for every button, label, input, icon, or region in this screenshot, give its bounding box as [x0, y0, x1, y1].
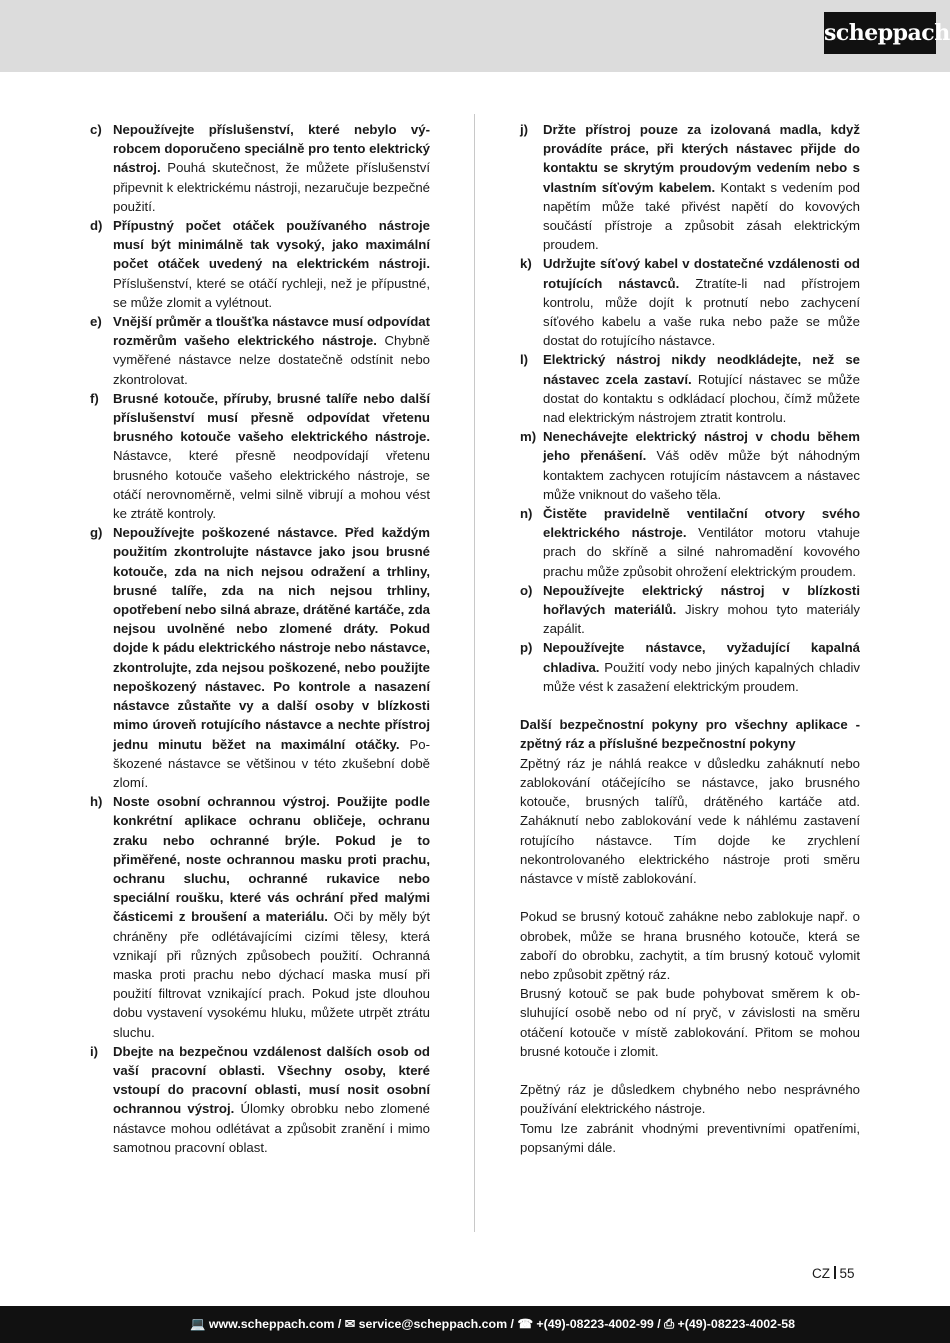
item-text: Kontakt s vedením pod napětím může také přivést napětí do kovových součástí přístroje a způsobit zásah elektrickým proudem.	[543, 179, 861, 253]
item-text: Váš oděv může být náhodným kontaktem zachycen rotujícím nástavcem a nástavec může vniknout do vašeho těla.	[543, 448, 860, 502]
item-bold-text: Nepoužívejte elektrický nástroj v blízkosti hořlavých materiálů.	[543, 582, 860, 618]
left-column	[90, 120, 430, 1157]
item-bold-text: Vnější průměr a tloušťka nástavce musí odpovídat rozměrům vašeho elektrického nástroje.	[113, 314, 430, 349]
item-marker: j)	[520, 122, 529, 137]
list-item	[520, 254, 860, 350]
phone-icon: ☎	[517, 1317, 533, 1331]
item-marker: d)	[90, 218, 103, 234]
item-marker: p)	[520, 640, 533, 656]
footer-band: 💻 www.scheppach.com / ✉ service@scheppach.com / ☎ +(49)-08223-4002-99 / ⎙ +(49)-08223-4002-58	[0, 1306, 950, 1343]
right-column	[520, 120, 860, 1157]
list-item	[520, 120, 860, 254]
item-text: Jiskry mohou tyto materiály zapálit.	[543, 602, 860, 637]
item-marker: c)	[90, 122, 102, 137]
item-text: Pouhá skutečnost, že můžete příslušenství připevnit k elektrickému nástroji, nezaručuje bezpečné použití.	[113, 160, 430, 214]
paragraph: Zpětný ráz je náhlá reakce v důsledku zaháknutí nebo zablokování otáčejícího se nástavce, jako brusného kotouče, brusných talířů, drátěného kartáče atd. Zaháknutí nebo zablokování vede k náhlému zastavení rotujícího nástavce. Tím dojde ke zrychlení nekontrolovaného elektrického nástroje proti směru nástavce v místě zablokování.	[520, 755, 860, 886]
footer-fax: +(49)-08223-4002-58	[677, 1317, 795, 1331]
item-bold-text: Nepoužívejte nástavce, vyžadující kapalná chladiva.	[543, 640, 860, 675]
footer-website[interactable]: www.scheppach.com	[208, 1317, 335, 1331]
list-item	[90, 389, 430, 523]
list-item	[520, 350, 860, 427]
item-text: Použití vody nebo jiných kapalných chladiv může vést k zasažení elektrickým proudem.	[543, 659, 860, 694]
item-bold-text: Nepoužívejte příslušenství, které nebylo výrobcem doporučeno speciálně pro tento elektrický nástroj.	[113, 122, 430, 176]
list-item	[90, 1042, 430, 1157]
item-marker: e)	[90, 314, 102, 330]
paragraph: Tomu lze zabránit vhodnými preventivními opatřeními, popsanými dále.	[520, 1120, 860, 1155]
item-text: Poškozené nástavce se většinou v této zkušební době zlomí.	[113, 736, 430, 790]
item-text: Ventilátor motoru vtahuje prach do skříně a silné nahromadění kovového prachu může způsobit ohrožení elektrickým proudem.	[543, 525, 860, 579]
list-item	[520, 427, 860, 504]
item-marker: k)	[520, 256, 532, 272]
column-divider	[474, 114, 475, 1232]
item-text: Nástavce, které přesně neodpovídají vřetenu brusného kotouče vašeho elektrického nástroje, se otáčí nerovnoměrně, velmi silně vibrují a mohou vést ke ztrátě kontroly.	[113, 448, 430, 522]
item-bold-text: Čistěte pravidelně ventilační otvory svého elektrického nástroje.	[543, 506, 860, 541]
item-bold-text: Noste osobní ochrannou výstroj. Použijte podle konkrétní aplikace ochranu obličeje, ochranu zraku nebo ochranné brýle. Pokud je to přiměřené, noste ochrannou masku proti prachu, ochranu sluchu, ochranné rukavice nebo speciální roušku, které vás ochrání před malými částicemi z broušení a materiálu.	[113, 794, 430, 925]
item-marker: o)	[520, 582, 533, 598]
mail-icon: ✉	[344, 1317, 356, 1331]
item-text: Rotující nástavec se může dostat do kontaktu s odkládací plochou, čímž můžete nad elektrickým nástrojem ztratit kontrolu.	[543, 371, 860, 426]
item-marker: h)	[90, 794, 103, 810]
list-item	[90, 216, 430, 312]
item-marker: m)	[520, 429, 537, 445]
list-item	[520, 638, 860, 696]
item-bold-text: Nepoužívejte poškozené nástavce. Před každým použitím zkontrolujte nástavce jako jsou brusné kotouče, zda na nich nejsou odražení a trhliny, brusné talíře, zda na nich nejsou trhliny, opotřebení nebo silná abraze, drátěné kartáče, zda nejsou uvolněné nebo zlomené dráty. Pokud dojde k pádu elektrického nástroje nebo nástavce, zkontrolujte, zda nejsou poškozené, nebo použijte nepoškozený nástavec. Po kontrole a nasazení nástavce zůstaňte vy a další osoby v blízkosti mimo úroveň rotujícího nástavce a nechte přístroj jednu minutu běžet na maximální otáčky.	[113, 525, 430, 752]
item-marker: g)	[90, 525, 103, 541]
item-marker: i)	[90, 1043, 99, 1059]
item-marker: l)	[520, 352, 529, 368]
item-bold-text: Brusné kotouče, příruby, brusné talíře nebo další příslušenství musí přesně odpovídat vřetenu brusného kotouče vašeho elektrického nástroje.	[113, 390, 430, 445]
item-marker: f)	[90, 390, 99, 406]
item-text: Chybně vyměřené nástavce nelze dostatečně odstínit nebo zkontrolovat.	[113, 333, 430, 387]
item-bold-text: Nenechávejte elektrický nástroj v chodu během jeho přenášení.	[543, 429, 860, 464]
item-marker: n)	[520, 506, 533, 522]
item-bold-text: Dbejte na bezpečnou vzdálenost dalších osob od vaší pracovní oblasti. Všechny osoby, které vstoupí do pracovní oblasti, musí nosit osobní ochrannou výstroj.	[113, 1043, 430, 1117]
page-number	[812, 1266, 855, 1281]
scheppach-logo: scheppach	[824, 12, 936, 54]
paragraph: Pokud se brusný kotouč zahákne nebo zablokuje např. o obrobek, může se hrana brusného kotouče, která se zaboří do obrobku, zachytit, a tím brusný kotouč vylomit nebo způsobit zpětný ráz.	[520, 909, 860, 982]
paragraph: Brusný kotouč se pak bude pohybovat směrem k obsluhující osobě nebo od ní pryč, v závislosti na směru otáčení kotouče v místě zablokování. Přitom se mohou brusné kotouče i zlomit.	[520, 986, 860, 1059]
item-bold-text: Přípustný počet otáček používaného nástroje musí být minimálně tak vysoký, jako maximální počet otáček uvedený na elektrickém nástroji.	[113, 218, 430, 272]
paragraph: Zpětný ráz je důsledkem chybného nebo nesprávného používání elektrického nástroje.	[520, 1082, 860, 1117]
list-item	[90, 120, 430, 216]
page-number-value: 55	[839, 1266, 855, 1281]
header-band	[0, 0, 950, 72]
page-language: CZ	[812, 1266, 830, 1281]
section-heading: Další bezpečnostní pokyny pro všechny aplikace - zpětný ráz a příslušné bezpečnostní pokyny	[520, 717, 860, 752]
computer-icon: 💻	[190, 1317, 206, 1331]
item-text: Oči by měly být chráněny pře odlétávajícími cizími tělesy, která vznikají při různých způsobech použití. Ochranná maska proti prachu nebo dýchací maska musí při použití filtrovat vznikající prach. Pokud jste dlouhou dobu vystavení vysokému hluku, můžete utrpět ztrátu sluchu.	[113, 909, 430, 1040]
item-bold-text: Elektrický nástroj nikdy neodkládejte, než se nástavec zcela zastaví.	[543, 352, 860, 387]
list-item	[520, 581, 860, 639]
list-item	[90, 523, 430, 792]
item-bold-text: Udržujte síťový kabel v dostatečné vzdálenosti od rotujících nástavců.	[543, 256, 860, 291]
list-item	[90, 792, 430, 1042]
item-bold-text: Držte přístroj pouze za izolovaná madla, když provádíte práce, při kterých nástavec přijde do kontaktu se skrytým proudovým vedením nebo s vlastním síťovým kabelem.	[543, 122, 860, 195]
item-text: Ztratíte-li nad přístrojem kontrolu, může dojít k protnutí nebo zachycení síťového kabelu a vaše ruka nebo paže se může dostat do rotujícího nástavce.	[543, 275, 860, 349]
item-text: Úlomky obrobku nebo zlomené nástavce mohou odlétávat a způsobit zranění i mimo samotnou pracovní oblast.	[113, 1101, 430, 1155]
fax-icon: ⎙	[664, 1317, 675, 1331]
footer-email[interactable]: service@scheppach.com	[358, 1317, 508, 1331]
item-text: Příslušenství, které se otáčí rychleji, než je přípustné, se může zlomit a vylétnout.	[113, 275, 430, 310]
list-item	[90, 312, 430, 389]
footer-phone: +(49)-08223-4002-99	[536, 1317, 654, 1331]
list-item	[520, 504, 860, 581]
